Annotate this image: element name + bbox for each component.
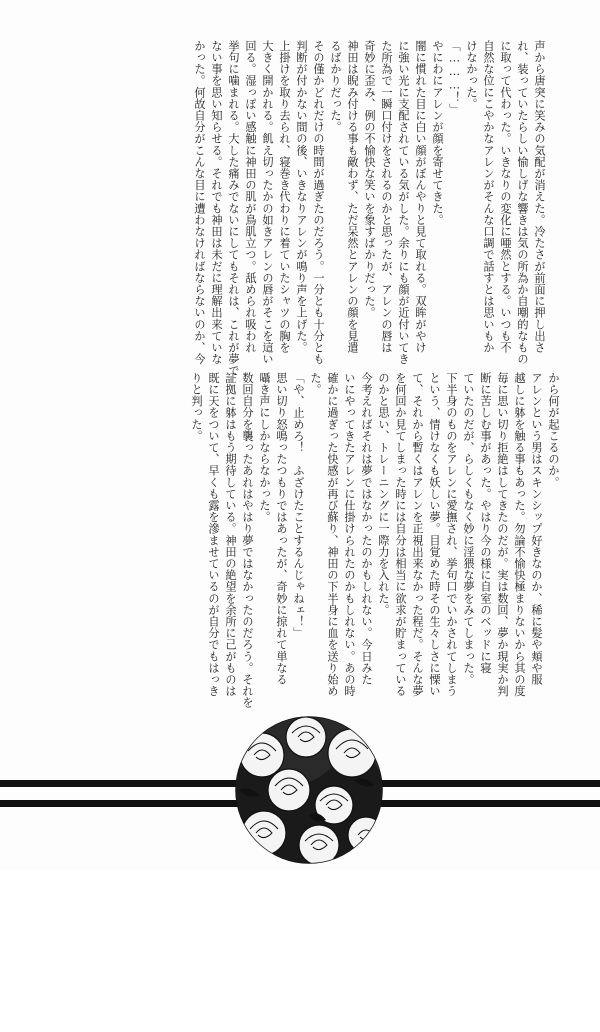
text-column: という、情けなくも妖しい夢。目覚めた時その生々しさに慄い: [428, 372, 441, 697]
text-column: 囁き声にしかならなかった。: [258, 372, 271, 523]
text-column: 今考えればそれは夢ではなかったのかもしれない。今日みた: [360, 372, 373, 686]
text-column: て、それから暫くはアレンを正視出来なかった程だ。そんな夢: [411, 372, 424, 697]
text-column: 思い切り怒鳴ったつもりではあったが、奇妙に掠れて単なる: [275, 372, 288, 686]
text-column: から何が起こるのか。: [547, 372, 560, 488]
text-column: るばかりだった。: [329, 40, 342, 133]
text-column: た所為で一瞬口付けをされるのかと思ったが、アレンの唇は: [380, 40, 393, 354]
text-column: に強い光に支配されている気がした。余りにも顔が近付いてき: [397, 40, 410, 365]
text-column: ていたのだが、らしくもなく妙に淫猥な夢をみてしまった。: [462, 372, 475, 686]
text-column: 神田は睨み付ける事も敵わず、ただ呆然とアレンの顔を見遣: [346, 40, 359, 354]
lower-text-block: [92, 372, 562, 1032]
text-column: れ、装っていたらしい愉しげな響きは気の所為か自嘲的なもの: [516, 40, 529, 365]
text-column: のかと思い、トレーニングに一際力を入れた。: [377, 372, 390, 616]
text-column: 「………！」: [448, 40, 461, 115]
text-column: かった。何故自分がこんな目に遭わなければならないのか、今: [193, 40, 206, 365]
text-column: に取って代わった。いきなりの変化に唖然とする。いつも不: [499, 40, 512, 354]
text-column: た。: [309, 372, 322, 396]
text-column: やにわにアレンが顔を寄せてきた。: [431, 40, 444, 226]
text-column: 数回自分を襲ったあれはやはり夢ではなかったのだろう。それを: [241, 372, 254, 709]
text-column: 自然な位にこやかなアレンがそんな口調で話すとは思いもか: [482, 40, 495, 354]
text-column: を何回か見てしまった時には自分は相当に欲求が貯まっている: [394, 372, 407, 697]
text-column: 判断が付かない間の後、いきなりアレンが鳴り声を上げた。: [295, 40, 308, 354]
roses-vignette-icon: [234, 715, 384, 865]
text-column: 確かに過ぎった快感が再び蘇り、神田の下半身に血を送り始め: [326, 372, 339, 697]
text-column: 断に苦しむ事があった。やはり今の様に自室のベッドに寝: [479, 372, 492, 674]
text-column: ない事を思い知らせる。それでも神田は未だに理解出来ていな: [210, 40, 223, 365]
text-column: 闇に慣れた目に白い顔がぼんやりと見て取れる。双眸がやけ: [414, 40, 427, 354]
text-column: 下半身のものをアレンに愛撫され、挙句口でいかされてしまう: [445, 372, 458, 697]
text-column: その僅かどれだけの時間が過ぎたのだろう。一分とも十分とも: [312, 40, 325, 365]
text-column: 挙句に噛まれる。大した痛みでないにしてもそれは、これが夢で: [227, 40, 240, 377]
text-column: 声から唐突に笑みの気配が消えた。冷たさが前面に押し出さ: [533, 40, 546, 354]
text-column: けなかった。: [465, 40, 478, 110]
text-column: 大きく開かれる。飢え切ったかの如きアレンの唇がそこを這い: [261, 40, 274, 365]
text-column: 毎に思い切り拒絶はしてきたのだが。実は数回、夢か現実か判: [496, 372, 509, 697]
text-column: いにやってきたアレンに仕掛けられたのかもしれない。あの時: [343, 372, 356, 697]
text-column: 上掛けを取り去られ、寝巻き代わりに着ていたシャツの胸を: [278, 40, 291, 354]
text-column: 「や、止めろ！ ふざけたことするんじゃねェ！」: [292, 372, 305, 639]
text-column: 奇妙に歪み、例の不愉快な笑いを象すばかりだった。: [363, 40, 376, 319]
text-column: アレンという男はスキンシップ好きなのか、稀に髪や頬や服: [530, 372, 543, 686]
text-column: 越しに躰を触る事もあった。勿論不愉快極まりないから其の度: [513, 372, 526, 697]
text-column: 既に天をついて、早くも露を滲ませているのが自分でもはっき: [207, 372, 220, 697]
text-column: 証拠に躰はもう期待している。神田の絶望を余所に己がものは: [224, 372, 237, 697]
text-column: 回る。湿っぽい感触に神田の肌が鳥肌立つ。舐められ吸われ: [244, 40, 257, 354]
text-column: りと判った。: [190, 372, 203, 442]
